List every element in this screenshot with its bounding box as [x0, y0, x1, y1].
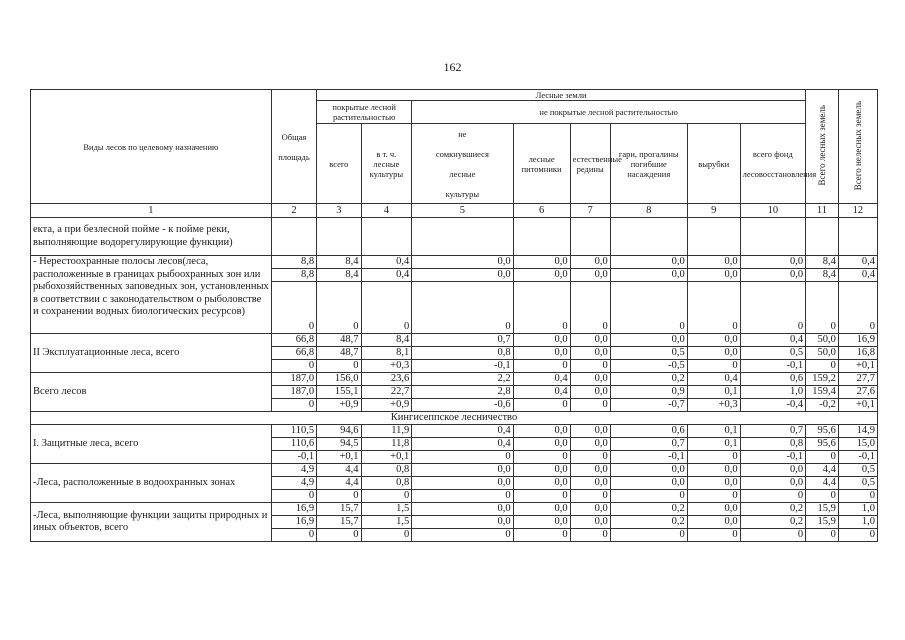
table-cell: 0,1: [687, 386, 740, 399]
table-cell: 15,7: [317, 516, 361, 529]
table-cell: 0,4: [412, 425, 513, 438]
table-cell: 0,0: [412, 503, 513, 516]
header-natural-gaps: естественные редины: [570, 124, 610, 204]
header-not-covered: не покрытые лесной растительностью: [412, 101, 806, 124]
table-cell: 0,0: [687, 334, 740, 347]
table-cell: 15,7: [317, 503, 361, 516]
header-total-nonforest: Всего нелесных земель: [838, 90, 877, 204]
row-name: II Эксплуатационные леса, всего: [31, 334, 272, 373]
table-cell: 0,5: [838, 464, 877, 477]
table-cell: 15,9: [806, 503, 839, 516]
table-cell: 0,0: [610, 477, 687, 490]
table-cell: 8,1: [361, 347, 412, 360]
col-number: 11: [806, 204, 839, 218]
table-cell: 1,0: [838, 516, 877, 529]
table-cell: 8,4: [317, 256, 361, 269]
table-cell: 15,9: [806, 516, 839, 529]
table-cell: 0,0: [570, 425, 610, 438]
table-cell: 0,1: [687, 425, 740, 438]
table-row: [31, 503, 878, 516]
table-cell: 8,4: [361, 334, 412, 347]
header-type: Виды лесов по целевому назначению: [31, 90, 272, 204]
table-cell: 4,4: [317, 464, 361, 477]
table-cell: 15,0: [838, 438, 877, 451]
table-cell: 0,0: [687, 269, 740, 282]
table-cell: 14,9: [838, 425, 877, 438]
table-cell: 0,0: [570, 438, 610, 451]
table-cell: 0,0: [570, 256, 610, 269]
table-cell: 0,0: [513, 334, 570, 347]
row-name: -Леса, выполняющие функции защиты природных и иных объектов, всего: [31, 503, 272, 542]
header-all: всего: [317, 124, 361, 204]
page-number: 162: [443, 60, 462, 74]
table-cell: 0: [570, 282, 610, 334]
table-cell: 0,0: [570, 464, 610, 477]
table-cell: 0,0: [687, 464, 740, 477]
table-cell: 8,8: [271, 256, 316, 269]
table-cell: 16,9: [271, 516, 316, 529]
col-number: 10: [740, 204, 806, 218]
table-cell: +0,1: [838, 360, 877, 373]
table-cell: 0: [361, 529, 412, 542]
table-cell: 0,0: [412, 464, 513, 477]
table-cell: 0,0: [740, 256, 806, 269]
table-cell: 0,4: [838, 256, 877, 269]
table-cell: 0: [806, 451, 839, 464]
table-cell: -0,4: [740, 399, 806, 412]
table-cell: 0: [513, 360, 570, 373]
table-cell: 0,4: [687, 373, 740, 386]
table-cell: 0: [317, 490, 361, 503]
header-forest-lands: Лесные земли: [317, 90, 806, 101]
table-cell: 1,0: [838, 503, 877, 516]
table-cell: 0: [687, 490, 740, 503]
col-number: 3: [317, 204, 361, 218]
table-cell: 0: [513, 282, 570, 334]
table-row: [31, 334, 878, 347]
table-cell: 110,6: [271, 438, 316, 451]
header-plantations: в т. ч. лесные культуры: [361, 124, 412, 204]
table-cell: 0,0: [570, 386, 610, 399]
table-cell: +0,1: [317, 451, 361, 464]
table-cell: 0,0: [513, 516, 570, 529]
table-cell: 94,6: [317, 425, 361, 438]
table-cell: -0,1: [740, 360, 806, 373]
table-cell: 0: [610, 529, 687, 542]
table-cell: 0,0: [570, 373, 610, 386]
table-cell: 0,0: [513, 438, 570, 451]
table-cell: 0,2: [610, 503, 687, 516]
table-cell: 0: [570, 490, 610, 503]
table-cell: 0: [317, 529, 361, 542]
table-cell: 0,0: [570, 334, 610, 347]
table-cell: -0,1: [610, 451, 687, 464]
header-reforestation: всего фонд лесовосстановления: [740, 124, 806, 204]
table-cell: 0,0: [513, 503, 570, 516]
table-row: [31, 425, 878, 438]
table-cell: 0,8: [361, 477, 412, 490]
table-cell: 0: [838, 529, 877, 542]
table-cell: 0,5: [610, 347, 687, 360]
table-cell: +0,9: [317, 399, 361, 412]
table-cell: 0,4: [361, 269, 412, 282]
table-cell: 0: [838, 490, 877, 503]
table-cell: 0,0: [412, 516, 513, 529]
table-cell: 0: [570, 399, 610, 412]
table-cell: 0: [610, 490, 687, 503]
header-total-forest: Всего лесных земель: [806, 90, 839, 204]
column-numbers-row: [31, 204, 878, 218]
col-number: 2: [271, 204, 316, 218]
section-row: [31, 412, 878, 425]
table-cell: 159,4: [806, 386, 839, 399]
table-cell: 0,0: [570, 503, 610, 516]
table-cell: -0,7: [610, 399, 687, 412]
header-unclosed: не сомкнувшиеся лесные культуры: [412, 124, 513, 204]
col-number: 8: [610, 204, 687, 218]
table-cell: 0,4: [513, 373, 570, 386]
col-number: 6: [513, 204, 570, 218]
table-cell: 0,2: [610, 373, 687, 386]
table-cell: 48,7: [317, 334, 361, 347]
table-cell: +0,1: [361, 451, 412, 464]
table-cell: 0: [317, 282, 361, 334]
table-cell: 0,0: [513, 347, 570, 360]
table-cell: 66,8: [271, 334, 316, 347]
table-cell: 1,5: [361, 516, 412, 529]
table-cell: -0,2: [806, 399, 839, 412]
table-cell: 0,0: [570, 516, 610, 529]
table-cell: 0,0: [740, 269, 806, 282]
table-cell: 0,9: [610, 386, 687, 399]
table-cell: 0: [271, 282, 316, 334]
table-cell: 0: [412, 529, 513, 542]
table-cell: 0: [740, 282, 806, 334]
continuation-row: [31, 218, 878, 256]
table-cell: 0: [317, 360, 361, 373]
table-cell: 187,0: [271, 386, 316, 399]
table-cell: 0,0: [513, 477, 570, 490]
col-number: 9: [687, 204, 740, 218]
table-cell: 0,8: [361, 464, 412, 477]
table-cell: 4,4: [317, 477, 361, 490]
col-number: 1: [31, 204, 272, 218]
table-cell: 0,0: [412, 269, 513, 282]
table-cell: 0,4: [740, 334, 806, 347]
table-cell: 0: [806, 490, 839, 503]
table-cell: 0: [513, 490, 570, 503]
table-row: [31, 464, 878, 477]
table-cell: 0: [610, 282, 687, 334]
table-cell: 0,6: [610, 425, 687, 438]
table-cell: 0,2: [740, 516, 806, 529]
table-cell: 0: [740, 529, 806, 542]
table-cell: 0: [806, 529, 839, 542]
table-cell: +0,1: [838, 399, 877, 412]
table-cell: 66,8: [271, 347, 316, 360]
table-cell: -0,1: [412, 360, 513, 373]
table-cell: 0,0: [513, 464, 570, 477]
table-cell: 16,9: [838, 334, 877, 347]
table-cell: 0,0: [687, 477, 740, 490]
table-cell: -0,1: [838, 451, 877, 464]
table-cell: 0,0: [610, 334, 687, 347]
table-cell: 0,7: [610, 438, 687, 451]
table-cell: 94,5: [317, 438, 361, 451]
table-row: [31, 256, 878, 269]
table-cell: 8,4: [806, 269, 839, 282]
table-cell: 8,4: [317, 269, 361, 282]
table-cell: 0: [806, 360, 839, 373]
table-cell: 0: [740, 490, 806, 503]
table-cell: 0,7: [740, 425, 806, 438]
table-cell: 0,2: [610, 516, 687, 529]
header-burnt: гари, прогалины погибшие насаждения: [610, 124, 687, 204]
table-cell: 0,0: [740, 464, 806, 477]
header-clearings: вырубки: [687, 124, 740, 204]
table-cell: 0: [513, 529, 570, 542]
col-number: 5: [412, 204, 513, 218]
table-cell: 16,9: [271, 503, 316, 516]
table-cell: 4,9: [271, 464, 316, 477]
table-cell: 0,4: [513, 386, 570, 399]
table-cell: 11,9: [361, 425, 412, 438]
row-name: екта, а при безлесной пойме - к пойме реки, выполняющие водорегулирующие функции): [31, 218, 272, 256]
table-cell: 50,0: [806, 334, 839, 347]
header-nurseries: лесные питомники: [513, 124, 570, 204]
table-cell: 0,0: [610, 269, 687, 282]
table-cell: 159,2: [806, 373, 839, 386]
table-cell: -0,1: [740, 451, 806, 464]
table-cell: 0: [412, 451, 513, 464]
forest-area-table: [30, 89, 878, 542]
table-cell: 0,0: [687, 503, 740, 516]
table-cell: 110,5: [271, 425, 316, 438]
table-cell: 0: [513, 399, 570, 412]
table-cell: 22,7: [361, 386, 412, 399]
table-cell: 0: [687, 282, 740, 334]
table-cell: 0,0: [610, 256, 687, 269]
table-cell: 0: [412, 490, 513, 503]
col-number: 7: [570, 204, 610, 218]
table-cell: 0,4: [361, 256, 412, 269]
table-cell: -0,5: [610, 360, 687, 373]
table-cell: 187,0: [271, 373, 316, 386]
table-cell: 0,0: [687, 256, 740, 269]
table-cell: 0,0: [687, 516, 740, 529]
table-cell: 0: [361, 282, 412, 334]
table-cell: 27,7: [838, 373, 877, 386]
table-cell: 0: [271, 490, 316, 503]
table-cell: 0: [687, 451, 740, 464]
table-cell: 4,9: [271, 477, 316, 490]
table-cell: 0,0: [610, 464, 687, 477]
table-cell: 156,0: [317, 373, 361, 386]
table-cell: 0,0: [412, 256, 513, 269]
table-cell: 0,0: [570, 269, 610, 282]
table-cell: 27,6: [838, 386, 877, 399]
table-cell: 0,7: [412, 334, 513, 347]
row-name: - Нерестоохранные полосы лесов(леса, расположенные в границах рыбоохранных зон или рыбохозяйственных заповедных зон, установленных в соответствии с законодательством о рыболовстве и сохранении водных биологических ресурсов): [31, 256, 272, 334]
table-cell: 0: [513, 451, 570, 464]
table-cell: 0,8: [412, 347, 513, 360]
table-cell: 50,0: [806, 347, 839, 360]
table-cell: 1,5: [361, 503, 412, 516]
table-cell: -0,1: [271, 451, 316, 464]
table-cell: 0,0: [513, 269, 570, 282]
table-cell: 0: [806, 282, 839, 334]
table-cell: 0: [271, 399, 316, 412]
table-cell: 0: [687, 360, 740, 373]
section-title: Кингисеппское лесничество: [31, 412, 878, 425]
table-cell: 0,0: [687, 347, 740, 360]
table-cell: 0,4: [838, 269, 877, 282]
table-cell: 4,4: [806, 477, 839, 490]
table-cell: 0,0: [570, 347, 610, 360]
table-cell: 1,0: [740, 386, 806, 399]
header-covered: покрытые лесной растительностью: [317, 101, 412, 124]
table-cell: 16,8: [838, 347, 877, 360]
table-cell: 0,1: [687, 438, 740, 451]
table-cell: 155,1: [317, 386, 361, 399]
table-cell: +0,3: [361, 360, 412, 373]
table-cell: 0: [570, 529, 610, 542]
table-cell: -0,6: [412, 399, 513, 412]
table-cell: 2,2: [412, 373, 513, 386]
table-cell: 0,0: [513, 256, 570, 269]
table-cell: 8,8: [271, 269, 316, 282]
table-cell: 0: [361, 490, 412, 503]
table-cell: 0,0: [740, 477, 806, 490]
table-cell: 0: [838, 282, 877, 334]
table-cell: 23,6: [361, 373, 412, 386]
header-total-area: Общая площадь: [271, 90, 316, 204]
col-number: 4: [361, 204, 412, 218]
table-cell: 0: [570, 360, 610, 373]
col-number: 12: [838, 204, 877, 218]
table-cell: 0,5: [838, 477, 877, 490]
table-cell: 0: [271, 529, 316, 542]
table-cell: 48,7: [317, 347, 361, 360]
table-cell: 0,0: [570, 477, 610, 490]
table-cell: 95,6: [806, 425, 839, 438]
table-cell: 4,4: [806, 464, 839, 477]
table-cell: +0,9: [361, 399, 412, 412]
table-cell: 0,0: [513, 425, 570, 438]
table-cell: 2,8: [412, 386, 513, 399]
table-cell: 0,8: [740, 438, 806, 451]
table-cell: +0,3: [687, 399, 740, 412]
table-row: [31, 373, 878, 386]
row-name: I. Защитные леса, всего: [31, 425, 272, 464]
table-cell: 11,8: [361, 438, 412, 451]
row-name: Всего лесов: [31, 373, 272, 412]
table-cell: 0,4: [412, 438, 513, 451]
table-cell: 8,4: [806, 256, 839, 269]
table-cell: 0,0: [412, 477, 513, 490]
row-name: -Леса, расположенные в водоохранных зонах: [31, 464, 272, 503]
table-cell: 0,2: [740, 503, 806, 516]
table-cell: 0: [412, 282, 513, 334]
table-cell: 0,6: [740, 373, 806, 386]
table-cell: 95,6: [806, 438, 839, 451]
table-cell: 0: [687, 529, 740, 542]
table-cell: 0,5: [740, 347, 806, 360]
table-cell: 0: [570, 451, 610, 464]
table-cell: 0: [271, 360, 316, 373]
